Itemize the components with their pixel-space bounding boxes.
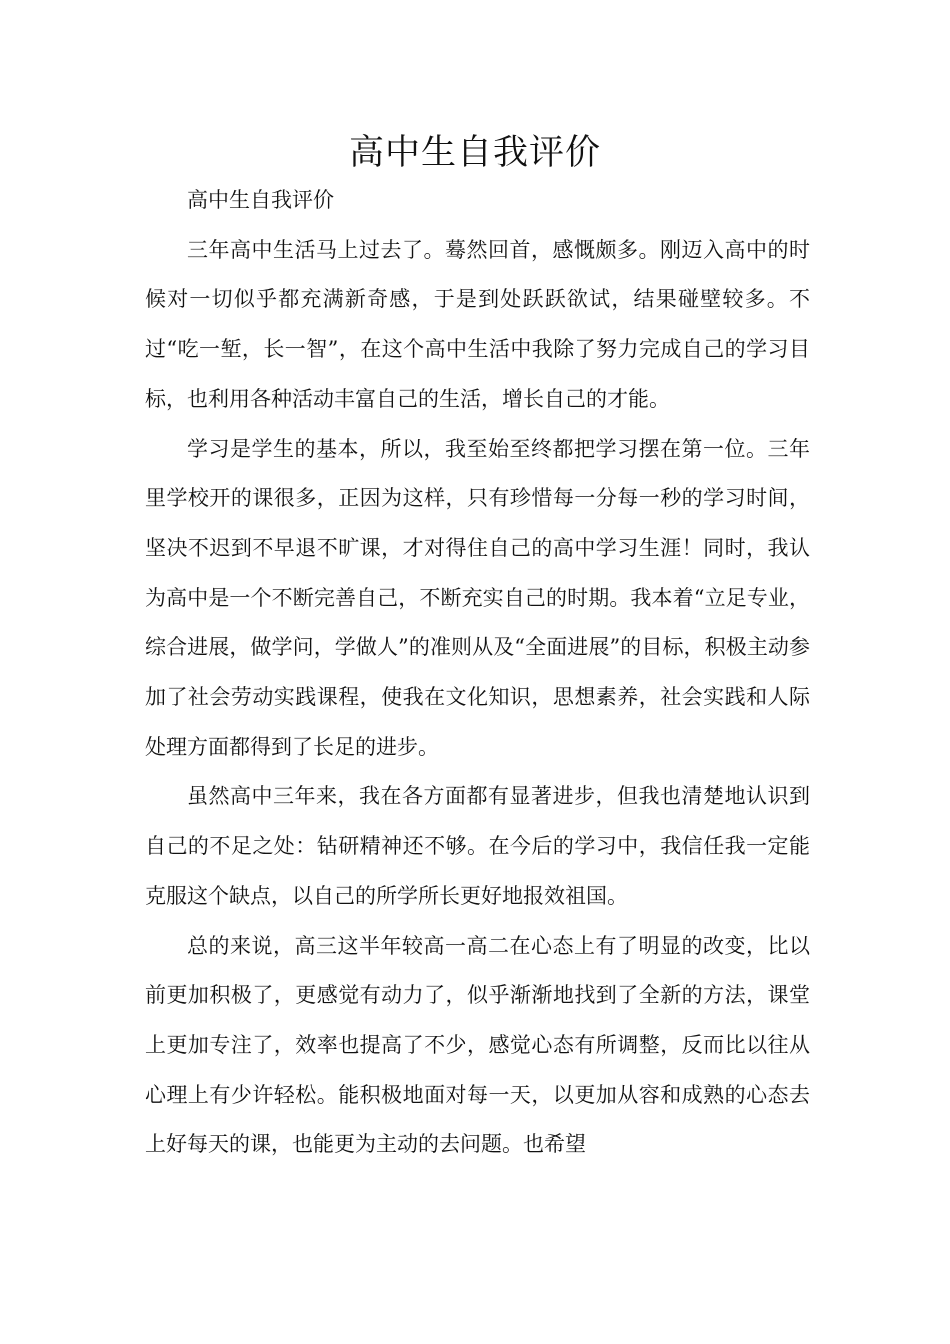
document-title: 高中生自我评价 (348, 133, 601, 173)
paragraph-3: 虽然高中三年来，我在各方面都有显著进步，但我也清楚地认识到自己的不足之处：钻研精神还不够。在今后的学习中，我信任我一定能克服这个缺点，以自己的所学所长更好地报效祖国。 (145, 784, 810, 908)
document-body (145, 176, 810, 1170)
paragraph-4: 总的来说，高三这半年较高一高二在心态上有了明显的改变，比以前更加积极了，更感觉有动力了，似乎渐渐地找到了全新的方法，课堂上更加专注了，效率也提高了不少，感觉心态有所调整，反而比以往从心理上有少许轻松。能积极地面对每一天，以更加从容和成熟的心态去上好每天的课，也能更为主动的去问题。也希望 (145, 933, 810, 1157)
paragraph-2: 学习是学生的基本，所以，我至始至终都把学习摆在第一位。三年里学校开的课很多，正因为这样，只有珍惜每一分每一秒的学习时间，坚决不迟到不早退不旷课，才对得住自己的高中学习生涯！同时，我认为高中是一个不断完善自己，不断充实自己的时期。我本着“立足专业，综合进展，做学问，学做人”的准则从及“全面进展”的目标，积极主动参加了社会劳动实践课程，使我在文化知识，思想素养，社会实践和人际处理方面都得到了长足的进步。 (145, 436, 810, 759)
paragraph-1: 三年高中生活马上过去了。蓦然回首，感慨颇多。刚迈入高中的时候对一切似乎都充满新奇感，于是到处跃跃欲试，结果碰壁较多。不过“吃一堑，长一智”，在这个高中生活中我除了努力完成自己的学习目标，也利用各种活动丰富自己的生活，增长自己的才能。 (145, 237, 810, 411)
document-subtitle: 高中生自我评价 (187, 188, 334, 212)
